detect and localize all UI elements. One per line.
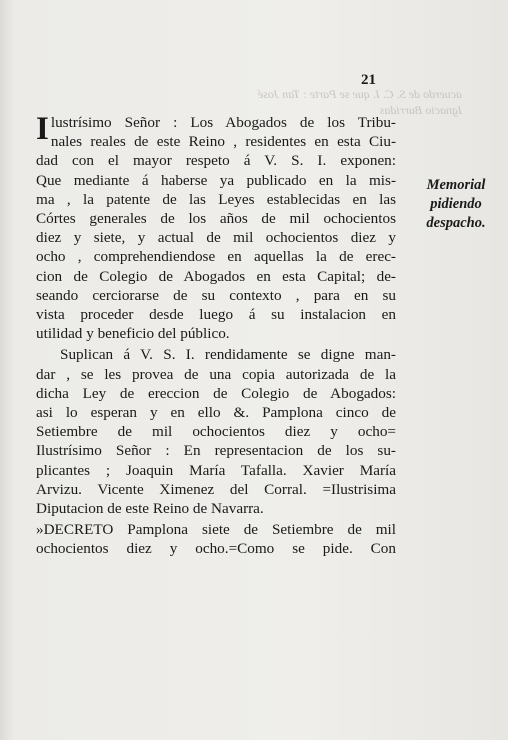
text-line: seando cerciorarse de su contexto , para en su	[36, 286, 396, 304]
text-line: dad con el mayor respeto á V. S. I. exponen:	[36, 152, 396, 170]
text-line: ocho , comprehendiendose en aquellas la de erec-	[36, 248, 396, 266]
text-line: Diputacion de este Reino de Navarra.	[36, 500, 264, 518]
text-line: »DECRETO Pamplona siete de Setiembre de mil	[36, 521, 396, 539]
margin-note	[408, 176, 504, 233]
text-line: Suplican á V. S. I. rendidamente se digne man-	[60, 346, 396, 364]
text-line: Ilustrísimo Señor : En representacion de los su-	[36, 442, 396, 460]
text-line: Córtes generales de los años de mil ochocientos	[36, 210, 396, 228]
paragraph-memorial	[36, 113, 396, 343]
text-line: ma , la patente de las Leyes establecidas en las	[36, 190, 396, 208]
text-line: Que mediante á haberse ya publicado en la mis-	[36, 171, 396, 189]
text-line: ochocientos diez y ocho.=Como se pide. Con	[36, 540, 396, 558]
bleed-line: acuerdo de S. C. I. que se Parte : Tan José	[257, 87, 462, 101]
paragraph-suplica	[36, 345, 396, 518]
body-text	[36, 113, 396, 559]
bleed-line: Ignacio Burridas	[379, 103, 462, 117]
margin-note-line: Memorial	[426, 177, 486, 193]
text-line: dicha Ley de ereccion de Colegio de Abogados:	[36, 384, 396, 402]
text-line: Arvizu. Vicente Ximenez del Corral. =Ilustrisima	[36, 480, 396, 498]
text-line: utilidad y beneficio del público.	[36, 325, 230, 343]
text-line: dar , se les provea de una copia autorizada de la	[36, 365, 396, 383]
page-number: 21	[361, 72, 376, 88]
text-line: diez y siete, y actual de mil ochocientos diez y	[36, 229, 396, 247]
text-line: lustrísimo Señor : Los Abogados de los Tribu-	[50, 114, 396, 131]
text-line: nales reales de este Reino , residentes en esta Ciu-	[50, 133, 396, 151]
text-line: vista proceder desde luego á su instalacion en	[36, 306, 396, 324]
margin-note-line: pidiendo	[430, 196, 482, 212]
drop-cap: I	[36, 111, 49, 147]
text-line: cion de Colegio de Abogados en esta Capital; de-	[36, 267, 396, 285]
text-line: asi lo esperan y en ello &. Pamplona cinco de	[36, 404, 396, 422]
text-line: plicantes ; Joaquin María Tafalla. Xavier María	[36, 461, 396, 479]
text-line: Setiembre de mil ochocientos diez y ocho=	[36, 423, 396, 441]
paragraph-decreto	[36, 520, 396, 558]
margin-note-line: despacho.	[426, 215, 486, 231]
